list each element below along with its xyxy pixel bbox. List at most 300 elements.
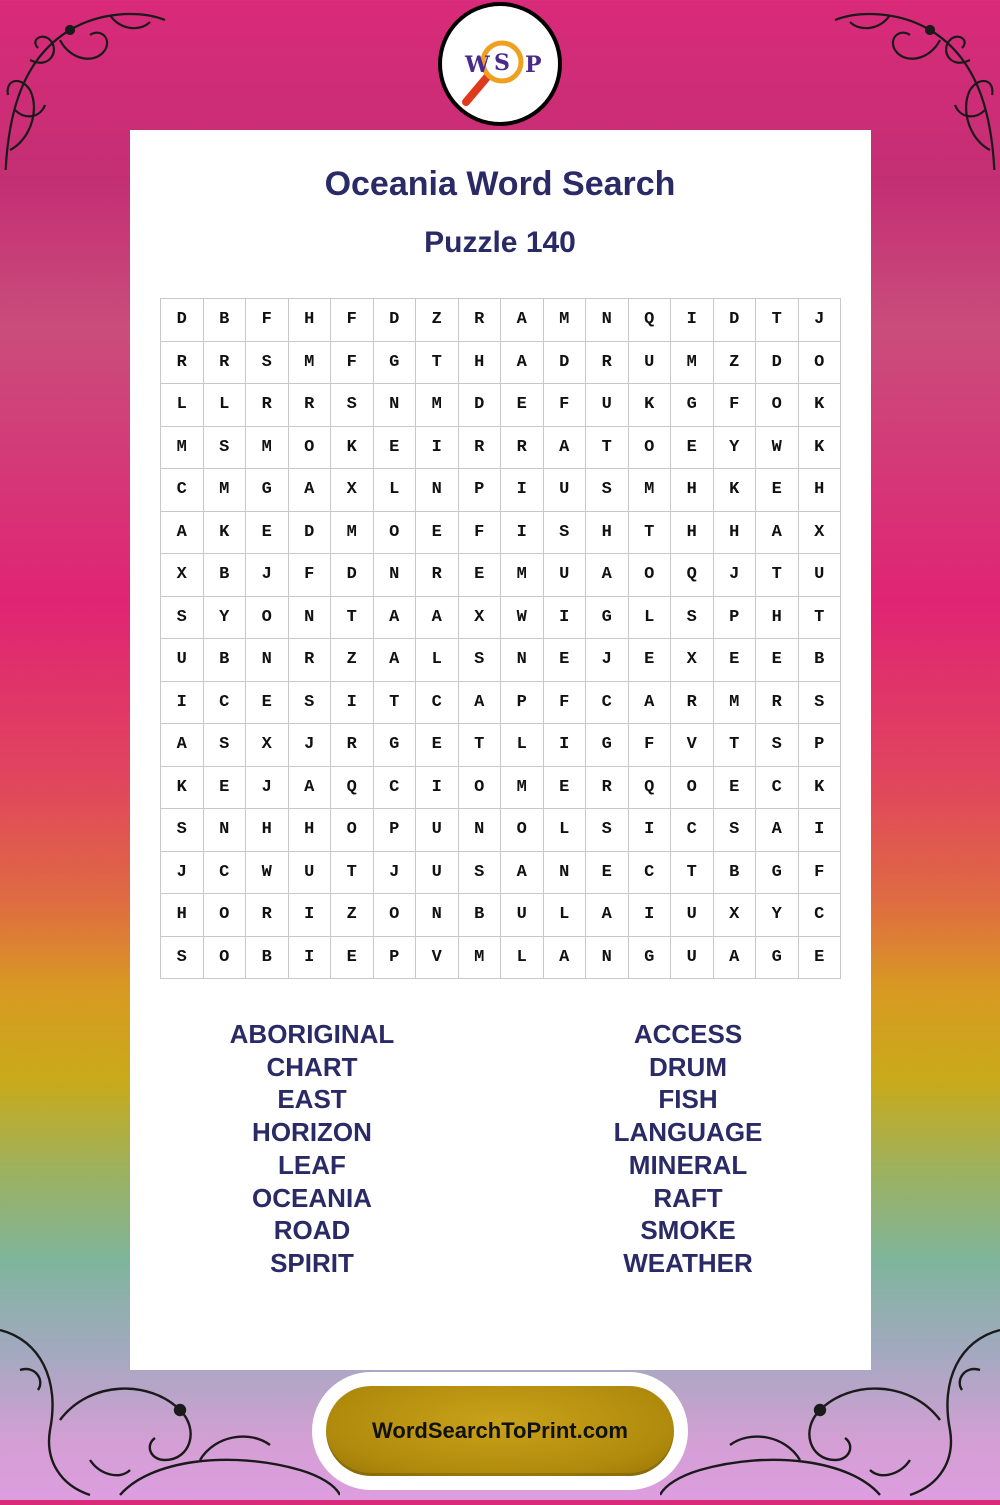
grid-cell: C bbox=[203, 681, 246, 724]
grid-cell: K bbox=[628, 384, 671, 427]
grid-cell: L bbox=[501, 724, 544, 767]
grid-cell: R bbox=[458, 426, 501, 469]
grid-cell: Z bbox=[331, 894, 374, 937]
grid-cell: S bbox=[203, 426, 246, 469]
grid-cell: S bbox=[586, 809, 629, 852]
grid-cell: Q bbox=[331, 766, 374, 809]
grid-cell: A bbox=[586, 554, 629, 597]
word-list-item: ACCESS bbox=[633, 1019, 743, 1049]
grid-cell: E bbox=[713, 639, 756, 682]
grid-cell: A bbox=[416, 596, 459, 639]
grid-cell: O bbox=[458, 766, 501, 809]
grid-cell: G bbox=[373, 341, 416, 384]
grid-cell: F bbox=[246, 299, 289, 342]
grid-cell: B bbox=[203, 299, 246, 342]
grid-cell: O bbox=[373, 511, 416, 554]
grid-cell: F bbox=[543, 681, 586, 724]
grid-cell: A bbox=[586, 894, 629, 937]
grid-row bbox=[161, 936, 841, 979]
grid-cell: A bbox=[756, 511, 799, 554]
word-list-item: LANGUAGE bbox=[613, 1117, 763, 1148]
grid-cell: E bbox=[458, 554, 501, 597]
grid-cell: Q bbox=[628, 299, 671, 342]
grid-cell: T bbox=[713, 724, 756, 767]
grid-cell: Q bbox=[671, 554, 714, 597]
word-list-item: FISH bbox=[658, 1084, 718, 1115]
grid-cell: A bbox=[501, 299, 544, 342]
grid-cell: I bbox=[416, 426, 459, 469]
grid-cell: J bbox=[713, 554, 756, 597]
grid-cell: L bbox=[543, 894, 586, 937]
grid-cell: M bbox=[161, 426, 204, 469]
grid-cell: D bbox=[543, 341, 586, 384]
word-list-right bbox=[538, 1018, 838, 1280]
footer-pill bbox=[312, 1372, 688, 1490]
grid-cell: Y bbox=[756, 894, 799, 937]
grid-cell: L bbox=[543, 809, 586, 852]
grid-cell: N bbox=[543, 851, 586, 894]
logo-letter-w: W bbox=[465, 52, 490, 78]
grid-cell: U bbox=[501, 894, 544, 937]
grid-cell: H bbox=[586, 511, 629, 554]
grid-cell: T bbox=[798, 596, 841, 639]
grid-cell: N bbox=[203, 809, 246, 852]
grid-cell: H bbox=[458, 341, 501, 384]
grid-cell: T bbox=[628, 511, 671, 554]
grid-cell: A bbox=[501, 851, 544, 894]
grid-cell: M bbox=[203, 469, 246, 512]
grid-cell: D bbox=[373, 299, 416, 342]
grid-cell: N bbox=[373, 384, 416, 427]
grid-cell: M bbox=[628, 469, 671, 512]
grid-cell: H bbox=[288, 299, 331, 342]
grid-cell: D bbox=[458, 384, 501, 427]
grid-cell: S bbox=[331, 384, 374, 427]
grid-cell: F bbox=[798, 851, 841, 894]
grid-cell: H bbox=[288, 809, 331, 852]
grid-cell: Z bbox=[416, 299, 459, 342]
grid-cell: C bbox=[586, 681, 629, 724]
grid-cell: I bbox=[798, 809, 841, 852]
word-list-item: SPIRIT bbox=[270, 1247, 354, 1278]
grid-cell: K bbox=[713, 469, 756, 512]
grid-cell: O bbox=[756, 384, 799, 427]
grid-cell: Y bbox=[713, 426, 756, 469]
grid-cell: U bbox=[671, 894, 714, 937]
grid-cell: S bbox=[586, 469, 629, 512]
word-list-item: ROAD bbox=[273, 1215, 351, 1246]
grid-cell: L bbox=[628, 596, 671, 639]
grid-cell: W bbox=[501, 596, 544, 639]
grid-cell: I bbox=[161, 681, 204, 724]
grid-cell: T bbox=[416, 341, 459, 384]
grid-row bbox=[161, 426, 841, 469]
grid-row bbox=[161, 341, 841, 384]
grid-cell: K bbox=[798, 766, 841, 809]
grid-cell: P bbox=[798, 724, 841, 767]
grid-cell: M bbox=[331, 511, 374, 554]
grid-cell: R bbox=[416, 554, 459, 597]
grid-row bbox=[161, 596, 841, 639]
grid-cell: A bbox=[161, 724, 204, 767]
word-list-item: CHART bbox=[266, 1051, 358, 1082]
grid-cell: C bbox=[161, 469, 204, 512]
grid-cell: F bbox=[331, 299, 374, 342]
grid-cell: F bbox=[331, 341, 374, 384]
grid-cell: D bbox=[713, 299, 756, 342]
grid-cell: H bbox=[246, 809, 289, 852]
grid-cell: N bbox=[373, 554, 416, 597]
grid-cell: D bbox=[288, 511, 331, 554]
grid-cell: M bbox=[246, 426, 289, 469]
grid-cell: I bbox=[671, 299, 714, 342]
grid-cell: F bbox=[288, 554, 331, 597]
grid-cell: F bbox=[713, 384, 756, 427]
grid-cell: E bbox=[586, 851, 629, 894]
grid-cell: I bbox=[416, 766, 459, 809]
grid-cell: O bbox=[373, 894, 416, 937]
grid-cell: L bbox=[161, 384, 204, 427]
grid-cell: R bbox=[246, 894, 289, 937]
grid-cell: I bbox=[288, 936, 331, 979]
grid-cell: X bbox=[671, 639, 714, 682]
grid-cell: O bbox=[501, 809, 544, 852]
grid-cell: B bbox=[798, 639, 841, 682]
grid-cell: B bbox=[458, 894, 501, 937]
grid-cell: I bbox=[628, 894, 671, 937]
grid-row bbox=[161, 511, 841, 554]
grid-cell: P bbox=[373, 936, 416, 979]
grid-cell: M bbox=[501, 766, 544, 809]
grid-cell: F bbox=[628, 724, 671, 767]
grid-cell: H bbox=[671, 469, 714, 512]
grid-cell: O bbox=[288, 426, 331, 469]
grid-cell: T bbox=[373, 681, 416, 724]
grid-cell: Y bbox=[203, 596, 246, 639]
grid-cell: I bbox=[288, 894, 331, 937]
grid-cell: I bbox=[331, 681, 374, 724]
word-list-item: SMOKE bbox=[640, 1215, 736, 1246]
grid-cell: S bbox=[756, 724, 799, 767]
grid-cell: E bbox=[416, 724, 459, 767]
grid-cell: R bbox=[458, 299, 501, 342]
grid-cell: E bbox=[756, 469, 799, 512]
grid-cell: M bbox=[288, 341, 331, 384]
grid-cell: M bbox=[458, 936, 501, 979]
grid-cell: O bbox=[628, 426, 671, 469]
grid-cell: V bbox=[671, 724, 714, 767]
grid-cell: Z bbox=[331, 639, 374, 682]
grid-cell: X bbox=[798, 511, 841, 554]
grid-row bbox=[161, 639, 841, 682]
grid-cell: L bbox=[373, 469, 416, 512]
grid-cell: P bbox=[501, 681, 544, 724]
grid-cell: N bbox=[416, 469, 459, 512]
grid-cell: A bbox=[373, 639, 416, 682]
grid-cell: S bbox=[458, 639, 501, 682]
grid-cell: C bbox=[671, 809, 714, 852]
wsp-logo bbox=[438, 2, 562, 126]
grid-cell: C bbox=[798, 894, 841, 937]
grid-cell: R bbox=[288, 639, 331, 682]
grid-cell: F bbox=[543, 384, 586, 427]
grid-cell: J bbox=[798, 299, 841, 342]
grid-cell: U bbox=[628, 341, 671, 384]
grid-cell: T bbox=[586, 426, 629, 469]
grid-cell: S bbox=[671, 596, 714, 639]
grid-cell: B bbox=[203, 554, 246, 597]
grid-cell: E bbox=[203, 766, 246, 809]
magnifier-logo-icon bbox=[442, 6, 558, 122]
grid-cell: U bbox=[586, 384, 629, 427]
grid-cell: J bbox=[246, 554, 289, 597]
grid-cell: G bbox=[756, 851, 799, 894]
grid-cell: O bbox=[331, 809, 374, 852]
grid-cell: B bbox=[246, 936, 289, 979]
word-list-item: DRUM bbox=[649, 1051, 727, 1082]
grid-cell: R bbox=[586, 766, 629, 809]
grid-cell: T bbox=[756, 554, 799, 597]
grid-cell: U bbox=[416, 851, 459, 894]
grid-cell: D bbox=[331, 554, 374, 597]
grid-row bbox=[161, 384, 841, 427]
grid-cell: X bbox=[246, 724, 289, 767]
grid-cell: K bbox=[161, 766, 204, 809]
grid-cell: E bbox=[416, 511, 459, 554]
grid-cell: D bbox=[161, 299, 204, 342]
grid-cell: P bbox=[373, 809, 416, 852]
grid-cell: H bbox=[713, 511, 756, 554]
word-list-left bbox=[162, 1018, 462, 1280]
grid-cell: T bbox=[331, 596, 374, 639]
grid-cell: I bbox=[543, 724, 586, 767]
grid-cell: E bbox=[671, 426, 714, 469]
grid-cell: A bbox=[756, 809, 799, 852]
grid-cell: K bbox=[798, 426, 841, 469]
grid-cell: A bbox=[288, 469, 331, 512]
grid-cell: H bbox=[756, 596, 799, 639]
grid-cell: A bbox=[501, 341, 544, 384]
grid-cell: S bbox=[203, 724, 246, 767]
grid-row bbox=[161, 469, 841, 512]
grid-cell: G bbox=[246, 469, 289, 512]
grid-cell: U bbox=[416, 809, 459, 852]
grid-cell: X bbox=[161, 554, 204, 597]
grid-cell: S bbox=[288, 681, 331, 724]
grid-cell: E bbox=[331, 936, 374, 979]
page-title: Oceania Word Search bbox=[324, 165, 676, 203]
grid-cell: J bbox=[246, 766, 289, 809]
grid-cell: R bbox=[756, 681, 799, 724]
grid-cell: S bbox=[713, 809, 756, 852]
grid-cell: W bbox=[246, 851, 289, 894]
grid-cell: K bbox=[798, 384, 841, 427]
grid-cell: W bbox=[756, 426, 799, 469]
grid-cell: B bbox=[203, 639, 246, 682]
grid-cell: X bbox=[713, 894, 756, 937]
grid-cell: J bbox=[586, 639, 629, 682]
grid-cell: R bbox=[203, 341, 246, 384]
grid-cell: H bbox=[671, 511, 714, 554]
grid-cell: G bbox=[586, 596, 629, 639]
grid-cell: S bbox=[161, 596, 204, 639]
grid-cell: K bbox=[331, 426, 374, 469]
grid-cell: R bbox=[288, 384, 331, 427]
grid-cell: E bbox=[373, 426, 416, 469]
grid-cell: I bbox=[628, 809, 671, 852]
grid-cell: I bbox=[501, 469, 544, 512]
grid-cell: E bbox=[246, 511, 289, 554]
grid-cell: S bbox=[246, 341, 289, 384]
grid-cell: X bbox=[331, 469, 374, 512]
grid-row bbox=[161, 554, 841, 597]
grid-cell: J bbox=[288, 724, 331, 767]
grid-cell: U bbox=[288, 851, 331, 894]
grid-cell: E bbox=[246, 681, 289, 724]
grid-cell: I bbox=[543, 596, 586, 639]
grid-cell: R bbox=[331, 724, 374, 767]
grid-cell: A bbox=[628, 681, 671, 724]
grid-cell: L bbox=[501, 936, 544, 979]
grid-cell: O bbox=[798, 341, 841, 384]
word-list-item: OCEANIA bbox=[252, 1182, 372, 1213]
grid-cell: L bbox=[416, 639, 459, 682]
grid-cell: E bbox=[501, 384, 544, 427]
grid-cell: B bbox=[713, 851, 756, 894]
grid-cell: G bbox=[628, 936, 671, 979]
grid-cell: H bbox=[161, 894, 204, 937]
grid-cell: P bbox=[713, 596, 756, 639]
grid-cell: C bbox=[203, 851, 246, 894]
grid-cell: S bbox=[458, 851, 501, 894]
word-list-item: ABORIGINAL bbox=[229, 1019, 395, 1049]
word-list-item: RAFT bbox=[653, 1182, 723, 1213]
grid-cell: A bbox=[543, 426, 586, 469]
grid-cell: G bbox=[671, 384, 714, 427]
grid-cell: J bbox=[373, 851, 416, 894]
grid-cell: N bbox=[416, 894, 459, 937]
grid-cell: U bbox=[798, 554, 841, 597]
grid-cell: R bbox=[586, 341, 629, 384]
grid-cell: C bbox=[756, 766, 799, 809]
word-list-item: EAST bbox=[277, 1084, 347, 1115]
grid-cell: A bbox=[713, 936, 756, 979]
grid-cell: G bbox=[586, 724, 629, 767]
grid-cell: F bbox=[458, 511, 501, 554]
grid-row bbox=[161, 894, 841, 937]
grid-cell: N bbox=[288, 596, 331, 639]
grid-cell: N bbox=[501, 639, 544, 682]
grid-cell: R bbox=[246, 384, 289, 427]
grid-cell: G bbox=[373, 724, 416, 767]
grid-cell: C bbox=[373, 766, 416, 809]
letter-grid bbox=[160, 298, 841, 979]
grid-cell: M bbox=[671, 341, 714, 384]
grid-cell: T bbox=[756, 299, 799, 342]
grid-cell: E bbox=[798, 936, 841, 979]
grid-cell: A bbox=[161, 511, 204, 554]
grid-cell: A bbox=[288, 766, 331, 809]
grid-cell: R bbox=[501, 426, 544, 469]
grid-cell: V bbox=[416, 936, 459, 979]
website-link-button[interactable]: WordSearchToPrint.com bbox=[326, 1386, 674, 1476]
grid-cell: S bbox=[543, 511, 586, 554]
word-list-item: WEATHER bbox=[623, 1247, 753, 1278]
grid-row bbox=[161, 809, 841, 852]
grid-cell: A bbox=[373, 596, 416, 639]
grid-cell: U bbox=[543, 554, 586, 597]
grid-cell: T bbox=[671, 851, 714, 894]
grid-cell: J bbox=[161, 851, 204, 894]
logo-letter-p: P bbox=[525, 52, 542, 78]
grid-cell: O bbox=[246, 596, 289, 639]
grid-cell: S bbox=[161, 809, 204, 852]
grid-row bbox=[161, 681, 841, 724]
grid-cell: C bbox=[628, 851, 671, 894]
grid-cell: P bbox=[458, 469, 501, 512]
grid-row bbox=[161, 766, 841, 809]
grid-cell: A bbox=[458, 681, 501, 724]
word-list-item: MINERAL bbox=[628, 1149, 748, 1180]
grid-cell: N bbox=[586, 299, 629, 342]
grid-cell: N bbox=[586, 936, 629, 979]
grid-cell: M bbox=[543, 299, 586, 342]
grid-cell: E bbox=[756, 639, 799, 682]
grid-cell: E bbox=[543, 766, 586, 809]
grid-cell: I bbox=[501, 511, 544, 554]
logo-letter-s: S bbox=[494, 50, 510, 76]
grid-cell: U bbox=[161, 639, 204, 682]
grid-cell: G bbox=[756, 936, 799, 979]
grid-cell: Z bbox=[713, 341, 756, 384]
grid-cell: M bbox=[416, 384, 459, 427]
grid-cell: U bbox=[543, 469, 586, 512]
grid-cell: O bbox=[671, 766, 714, 809]
grid-cell: E bbox=[628, 639, 671, 682]
grid-cell: S bbox=[161, 936, 204, 979]
grid-cell: T bbox=[331, 851, 374, 894]
grid-cell: R bbox=[161, 341, 204, 384]
grid-cell: E bbox=[543, 639, 586, 682]
grid-cell: Q bbox=[628, 766, 671, 809]
word-list-item: HORIZON bbox=[252, 1117, 372, 1148]
grid-cell: U bbox=[671, 936, 714, 979]
grid-cell: X bbox=[458, 596, 501, 639]
grid-cell: H bbox=[798, 469, 841, 512]
grid-cell: E bbox=[713, 766, 756, 809]
grid-cell: L bbox=[203, 384, 246, 427]
grid-cell: R bbox=[671, 681, 714, 724]
grid-row bbox=[161, 724, 841, 767]
grid-cell: M bbox=[501, 554, 544, 597]
puzzle-number: Puzzle 140 bbox=[424, 226, 576, 259]
grid-cell: C bbox=[416, 681, 459, 724]
grid-cell: N bbox=[458, 809, 501, 852]
grid-cell: N bbox=[246, 639, 289, 682]
grid-cell: A bbox=[543, 936, 586, 979]
grid-cell: K bbox=[203, 511, 246, 554]
grid-row bbox=[161, 299, 841, 342]
grid-cell: O bbox=[203, 894, 246, 937]
grid-cell: O bbox=[203, 936, 246, 979]
grid-cell: D bbox=[756, 341, 799, 384]
grid-cell: M bbox=[713, 681, 756, 724]
grid-cell: S bbox=[798, 681, 841, 724]
grid-cell: O bbox=[628, 554, 671, 597]
grid-cell: T bbox=[458, 724, 501, 767]
grid-row bbox=[161, 851, 841, 894]
word-list-item: LEAF bbox=[278, 1149, 346, 1180]
